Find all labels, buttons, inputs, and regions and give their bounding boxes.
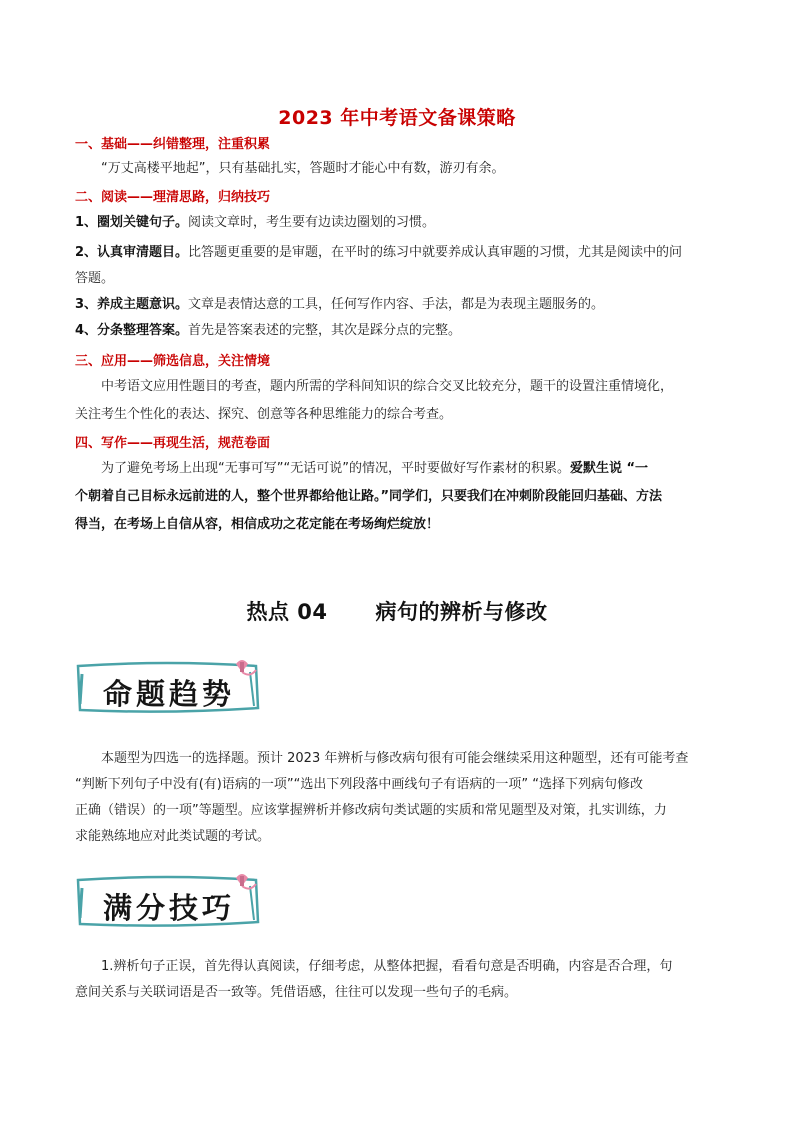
item-text: 答题。 — [75, 271, 115, 286]
section-4-quote-start: 爱默生说 “一 — [569, 461, 649, 476]
tips-line: 意间关系与关联词语是否一致等。凭借语感，往往可以发现一些句子的毛病。 — [75, 985, 518, 1000]
item-lead: 4、分条整理答案。 — [75, 323, 189, 338]
section-2-heading: 二、阅读——理清思路，归纳技巧 — [75, 190, 271, 205]
trend-line: 本题型为四选一的选择题。预计 2023 年辨析与修改病句很有可能会继续采用这种题型，还有可能考查 — [101, 751, 689, 766]
item-text: 阅读文章时，考生要有边读边圈划的习惯。 — [188, 215, 436, 230]
document-title: 2023 年中考语文备课策略 — [278, 107, 516, 129]
item-text: 首先是答案表述的完整，其次是踩分点的完整。 — [188, 323, 462, 338]
section-3-heading: 三、应用——筛选信息，关注情境 — [75, 354, 271, 369]
trend-banner — [72, 660, 262, 716]
section-2-item-2 — [75, 240, 725, 266]
hotspot-title — [0, 596, 794, 626]
trend-line: 正确（错误）的一项”等题型。应该掌握辨析并修改病句类试题的实质和常见题型及对策，扎实训练，力 — [75, 803, 667, 818]
section-4-line-3: 得当，在考场上自信从容，相信成功之花定能在考场绚烂绽放！ — [75, 517, 440, 532]
tips-banner-label: 满分技巧 — [102, 891, 235, 925]
section-4-heading: 四、写作——再现生活，规范卷面 — [75, 436, 271, 451]
section-1-text: “万丈高楼平地起”，只有基础扎实，答题时才能心中有数，游刃有余。 — [101, 161, 505, 176]
hotspot-topic: 病句的辨析与修改 — [375, 600, 548, 624]
section-4-plain: 为了避免考场上出现“无事可写”“无话可说”的情况，平时要做好写作素材的积累。 — [101, 461, 570, 476]
hotspot-number: 热点 04 — [246, 600, 328, 624]
item-lead: 2、认真审清题目。 — [75, 245, 189, 260]
section-2-item-3 — [75, 292, 725, 318]
trend-line: “判断下列句子中没有(有)语病的一项”“选出下列段落中画线句子有语病的一项” “选择下列病句修改 — [75, 777, 643, 792]
section-4-line-1 — [75, 456, 725, 482]
section-3-line-2: 关注考生个性化的表达、探究、创意等各种思维能力的综合考查。 — [75, 407, 453, 422]
section-4-line-2: 个朝着自己目标永远前进的人，整个世界都给他让路。”同学们，只要我们在冲刺阶段能回归基础、方法 — [75, 489, 663, 504]
item-lead: 1、圈划关键句子。 — [75, 215, 189, 230]
tips-line: 1.辨析句子正误，首先得认真阅读，仔细考虑，从整体把握，看看句意是否明确，内容是否合理，句 — [101, 959, 673, 974]
section-2-item-1 — [75, 210, 725, 236]
section-1-heading: 一、基础——纠错整理，注重积累 — [75, 137, 271, 152]
tips-paragraph — [75, 954, 725, 1006]
trend-banner-label: 命题趋势 — [102, 677, 235, 711]
item-lead: 3、养成主题意识。 — [75, 297, 189, 312]
item-text: 文章是表情达意的工具，任何写作内容、手法，都是为表现主题服务的。 — [188, 297, 605, 312]
item-text: 比答题更重要的是审题，在平时的练习中就要养成认真审题的习惯，尤其是阅读中的问 — [188, 245, 683, 260]
section-2-item-2-cont — [75, 266, 725, 292]
section-3-line-1: 中考语文应用性题目的考查，题内所需的学科间知识的综合交叉比较充分，题干的设置注重情境化， — [101, 379, 674, 394]
trend-line: 求能熟练地应对此类试题的考试。 — [75, 829, 271, 844]
trend-paragraph — [75, 746, 725, 850]
tips-banner — [72, 874, 262, 930]
section-2-item-4 — [75, 318, 725, 344]
